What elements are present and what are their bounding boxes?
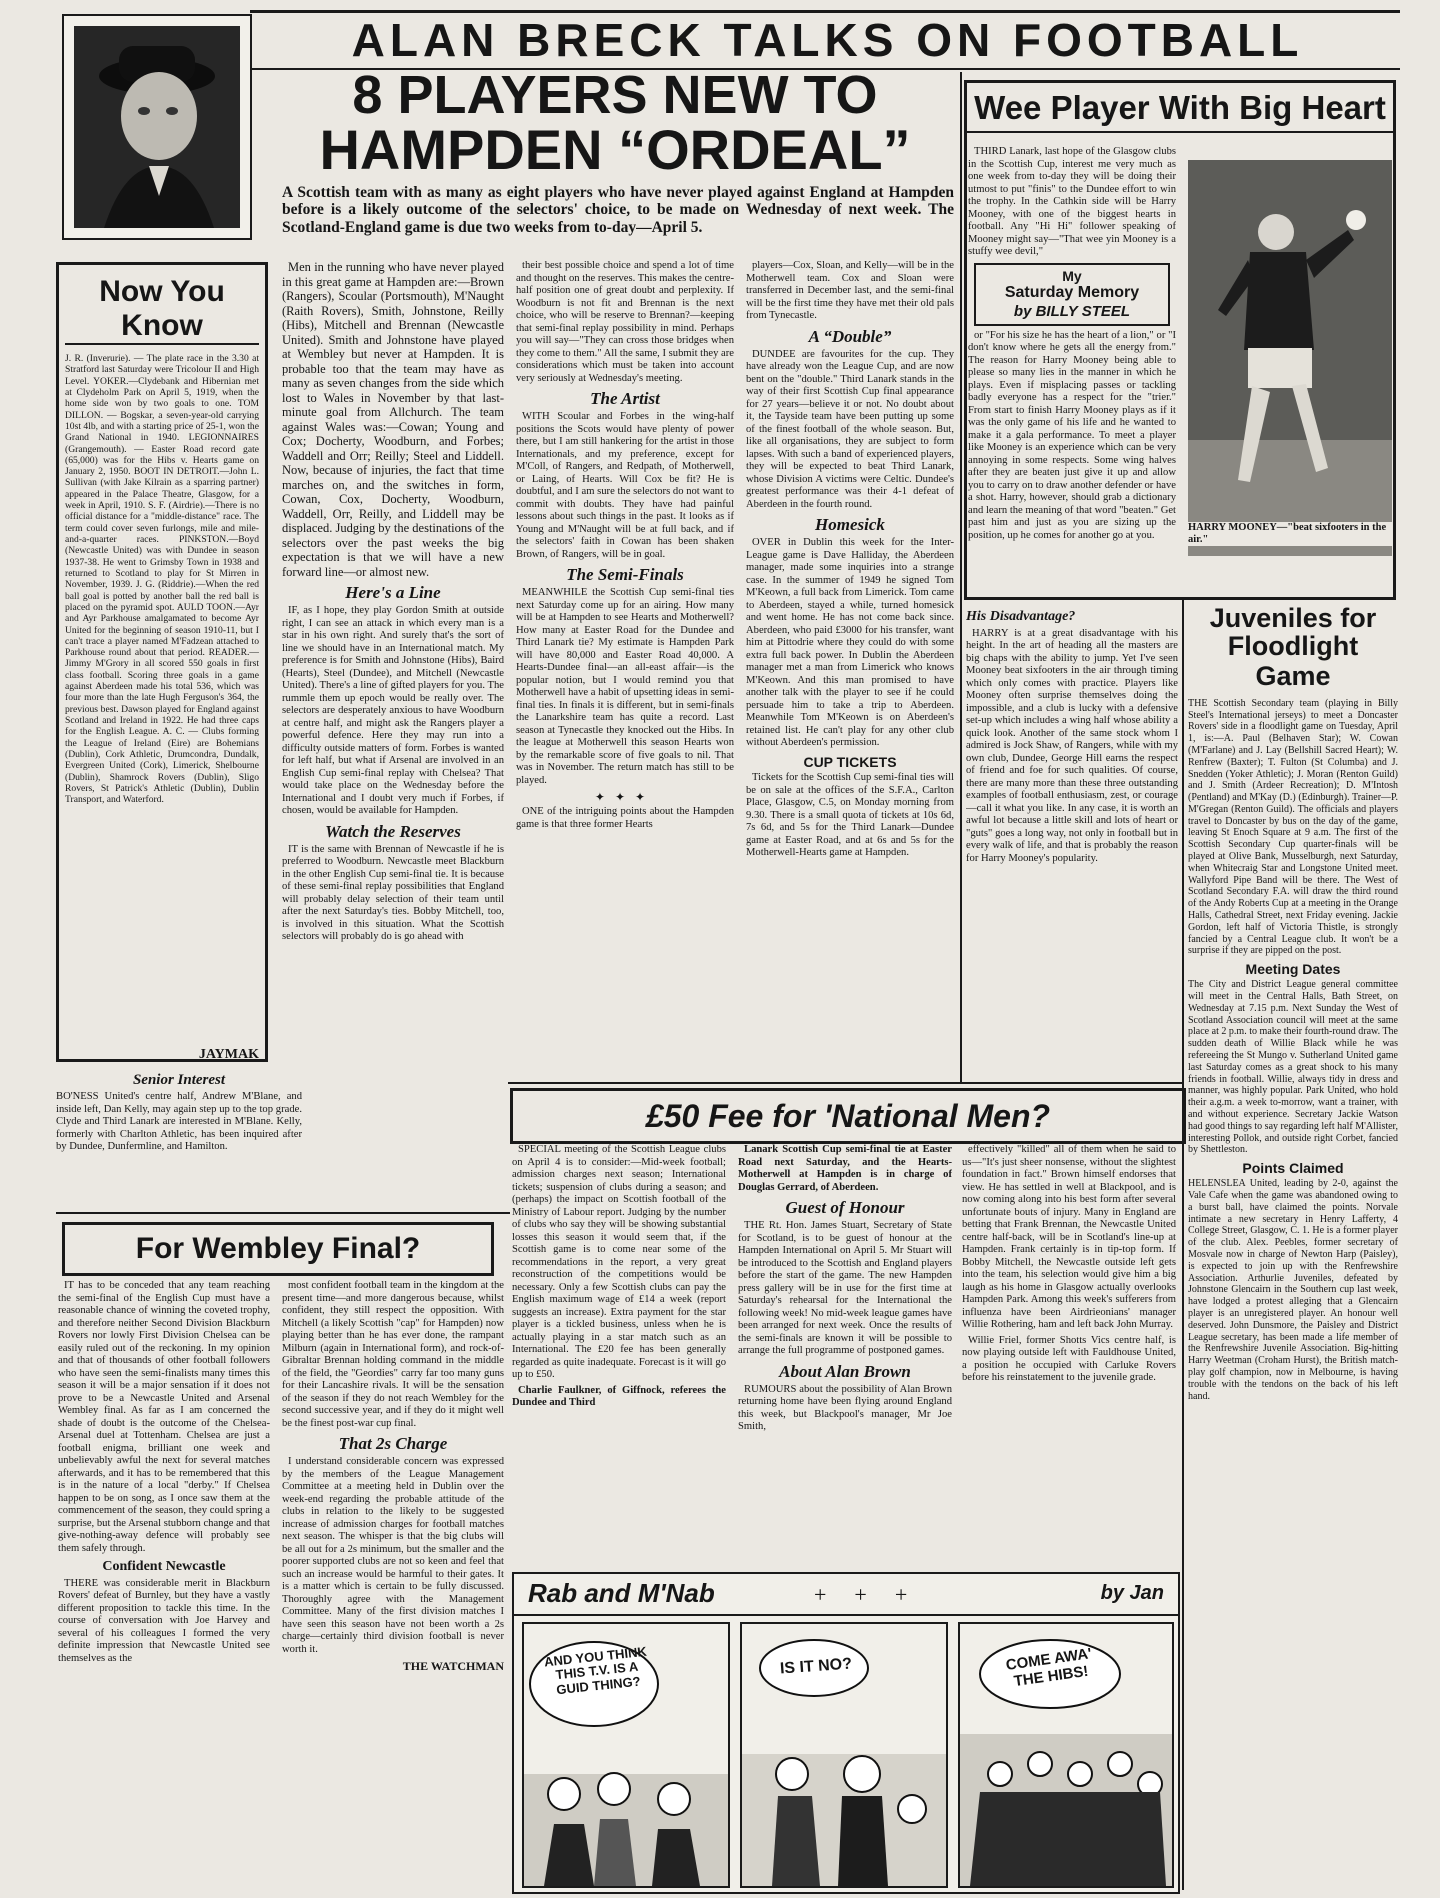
senior-interest-section <box>56 1068 302 1208</box>
now-you-know-title: Now You Know <box>65 275 259 345</box>
wembley-title: For Wembley Final? <box>135 1232 421 1265</box>
juveniles-title-2: Floodlight Game <box>1227 631 1359 692</box>
fee-title: £50 Fee for 'National Men? <box>645 1098 1051 1134</box>
wee-player-text: THIRD Lanark, last hope of the Glasgow clubs in the Scottish Cup, interest me very much as one week from to-day they will be doing their utmost to put "finis" to the Dundee effort to win the trophy. In the Cathkin side will be Harry Mooney, with one of the biggest hearts in football. Any "Hi Hi" follower speaking of Mooney might say—"That wee yin Mooney is a stuffy wee devil," <box>968 146 1176 257</box>
subhead-points-claimed: Points Claimed <box>1242 1160 1344 1177</box>
wembley-text-2: THERE was considerable merit in Blackburn Rovers' defeat of Burnley, but they have a vastly different proposition to tackle this time. In the course of conversation with Joe Harvey and several of his colleagues I formed the very definite impression that Newcastle United see themselves as the <box>58 1577 270 1664</box>
now-you-know-signature: JAYMAK <box>198 1047 259 1062</box>
memory-byline: by BILLY STEEL <box>1013 302 1131 320</box>
juveniles-title-1: Juveniles for <box>1209 604 1377 633</box>
fee-text-3b: Willie Friel, former Shotts Vics centre half, is now playing outside left with Fauldhouse United, a position he occupied with Carluke Rovers before his reinstatement to the juvenile grade. <box>962 1334 1176 1383</box>
comic-strip <box>512 1572 1180 1894</box>
main-col3-text: players—Cox, Sloan, and Kelly—will be in the Motherwell team. Cox and Sloan were transferred in December last, and the semi-final will be the first time they have met their old pals from Tynecastle. <box>746 260 954 321</box>
main-col3b-text: DUNDEE are favourites for the cup. They have already won the League Cup, and are now bent on the "double." Third Lanark stands in the way of their first Scottish Cup final appearance for 27 years—believe it or not. No doubt about it, the Tayside team have been putting up some of the finest football of the whole season. But, like all organisations, they are subject to form lapses. With such a band of experienced players, they will be expected to beat Third Lanark, whose Division A victims were Celtic. Dundee's greatest performance was their 4-1 defeat of Aberdeen in the fourth round. <box>746 348 954 510</box>
main-col3c-text: OVER in Dublin this week for the Inter-League game is Dave Halliday, the Aberdeen manager, made some inquiries into a strange case. In the summer of 1949 he signed Tom M'Keown, a full back from Limerick. Tom came to Aberdeen, stayed a while, turned homesick and went home. He has not come back since. Aberdeen, who paid £3000 for his transfer, want him at Pittodrie where they could do with some extra full back power. In Dublin the Aberdeen manager met a man from Limerick who knows M'Keown. And this man promised to have another talk with the player to see if he could persuade him to take a trip to Aberdeen. Meanwhile Tom M'Keown is on Aberdeen's retained list. He can't play for any other club without Aberdeen's permission. <box>746 537 954 749</box>
subhead-the-artist: The Artist <box>590 389 660 408</box>
main-col2-text: their best possible choice and spend a lot of time and thought on the reserves. This makes the centre-half position one of great doubt and perplexity. If Woodburn is not fit and Brennan is the next choice, who will be reserve to Brennan?—keeping that semi-final replay possibility in mind. Perhaps you will say—"They can cross those bridges when they come to them." All the same, I submit they are considerations which must be taken into account very seriously at Wednesday's meeting. <box>516 260 734 384</box>
fee-text-2: Lanark Scottish Cup semi-final tie at Easter Road next Saturday, and the Hearts-Motherwell at Hampden is in charge of Douglas Gerrard, of Aberdeen. <box>738 1144 952 1193</box>
comic-bubble-3: COME AWA' THE HIBS! <box>1004 1645 1093 1690</box>
fee-text-3: effectively "killed" all of them when he said to us—"It's just sheer nonsense, without the slightest foundation in fact." Brown himself endorses that view. He has settled in well at Blackpool, and is now coming along into his best form after several unfortunate bouts of injury. Many in England are betting that Frank Brennan, the Newcastle United centre half-back, will be in Scotland's line-up at Hampden. Frank certainly is in tip-top form. If Bobby Mitchell, the Newcastle outside left gets into the team, his selection would give him a big laugh as his home in Glasgow actually overlooks Hampden Park. Among this week's sufferers from influenza have been Airdrieonians' manager Willie Rothering, ham and left back John Murray. <box>962 1144 1176 1330</box>
fee-title-box <box>510 1088 1186 1144</box>
comic-title-bar <box>514 1574 1178 1616</box>
column-rule <box>960 72 962 1082</box>
section-rule <box>56 1212 510 1214</box>
wembley-text-3: most confident football team in the kingdom at the present time—and more dangerous because, whilst confident, they still respect the opposition. With Mitchell (a likely Scottish "cap" for Hampden) now playing better than he has ever done, the rampant Milburn (again in International form), and rock-of-Gibraltar Brennan holding command in the middle of the field, the "Geordies" carry far too many guns for their Lancashire rivals. It will be the sensation of the season if they do not reach Wembley for the second successive year, and if they do it might well be the finest post-war cup final. <box>282 1280 504 1429</box>
main-col3d-text: Tickets for the Scottish Cup semi-final ties will be on sale at the offices of the S.F.A., Carlton Place, Glasgow, C.5, on Monday morning from 9.30. There is a small quota of tickets at 10s 6d, 7s 6d, and 5s for the Third Lanark—Dundee game at Easter Road, and at 6s and 5s for the Motherwell-Hearts game at Hampden. <box>746 772 954 859</box>
fee-text: SPECIAL meeting of the Scottish League clubs on April 4 is to consider:—Mid-week football; admission charges next season; International tickets; suspension of clubs during a season; and (perhaps) the impact on Scottish football of the Ministry of Labour report. Judging by the number of clubs who say they will be showing substantial losses this season it would seem that, if the Scottish game is to come near some of the recommendations in the report, a very great reconstruction of the competitions would be necessary. Only a few Scottish clubs can pay the English maximum wage of £14 a week (report suggests an increase). Extra payment for the star player is a tickled business, unless when he is actually playing in a star match such as an International. The £20 fee has been generally regarded as quite inadequate. Forecast is it will go up to £50. <box>512 1144 726 1380</box>
comic-panel-2 <box>740 1622 948 1888</box>
subhead-double: A “Double” <box>808 326 892 346</box>
subhead-alan-brown: About Alan Brown <box>779 1361 911 1381</box>
subhead-semi-finals: The Semi-Finals <box>566 565 684 585</box>
subhead-homesick: Homesick <box>815 515 885 535</box>
comic-bubble-2: IS IT NO? <box>779 1655 853 1678</box>
comic-title: Rab and M'Nab <box>528 1578 715 1608</box>
main-column-2 <box>516 260 734 1078</box>
comic-byline: by Jan <box>1100 1582 1164 1604</box>
comic-panel-1 <box>522 1622 730 1888</box>
subhead-confident-newcastle: Confident Newcastle <box>102 1559 226 1574</box>
subhead-2s-charge: That 2s Charge <box>338 1434 448 1453</box>
senior-interest-title: Senior Interest <box>132 1072 226 1088</box>
wembley-signature: THE WATCHMAN <box>402 1659 504 1674</box>
column-rule <box>1182 600 1184 1890</box>
comic-bubble-1: AND YOU THINK THIS T.V. IS A GUID THING? <box>543 1643 648 1697</box>
star-divider: ✦✦✦ <box>594 790 656 805</box>
now-you-know-text: J. R. (Inverurie). — The plate race in the 3.30 at Stratford last Saturday were Tricolour II and High Level. YOKER.—Clydebank and Hibernian met at Clydeholm Park on April 5, 1919, when the home side won by two goals to one. TOM DILLON. — Bogskar, a seven-year-old carrying 10st 4lb, and with a starting price of 25-1, won the Grand National in 1940. LEGIONNAIRES (Grangemouth). — Easter Road record gate (65,000) was for the Hibs v. Hearts game on January 2, 1950. BOOT IN DETROIT.—John L. Sullivan (with Jake Kilrain as a sparring partner) appeared in the Palace Theatre, Glasgow, for a week in April, 1910. S. F. (Airdrie).—There is no official distance for a "middle-distance" race. The term could cover seven furlongs, mile and mile-and-a-quarter races. PINKSTON.—Boyd (Newcastle United) was with Dundee in season 1937-38. He went to Grimsby Town in 1938 and returned to Scotland to play for St Mirren in November, 1939. J. G. (Riddrie).—When the red ball goal is potted by another ball the red ball is placed on the pyramid spot. AULD TOON.—Ayr and Ayr Parkhouse amalgamated to become Ayr United for the beginning of season 1910-11, but I can't trace a player named M'Fadzean attached to Parkhouse round about that period. READER.—Jimmy M'Grory in all scored 550 goals in first class football. Scoring three goals in a game against Aberdeen made his total 536, which was four more than the late Hugh Ferguson's 364, the previous best. Dawson played for England against Scotland and Ireland in 1922. He had three caps for the English League. A. C. — Clubs forming the League of Ireland (Eire) are Bohemians (Dublin), Cork Athletic, Drumcondra, Dundalk, Evergreen United (Cork), Limerick, Shelbourne (Dublin), Shamrock Rovers (Dublin), Sligo Rovers, St Patrick's Athletic (Dublin), Dublin Transport, and Waterford. <box>65 353 259 806</box>
wee-player-text-column <box>968 146 1176 566</box>
wee-player-title: Wee Player With Big Heart <box>967 89 1393 133</box>
section-rule <box>508 1082 1182 1084</box>
fee-column-3 <box>962 1144 1176 1564</box>
subhead-heres-a-line: Here's a Line <box>345 583 441 602</box>
author-photo-frame <box>62 14 252 240</box>
juveniles-section <box>1188 604 1398 1892</box>
wembley-column-1 <box>58 1280 270 1890</box>
mooney-photo-frame <box>1188 160 1392 556</box>
subhead-watch-reserves: Watch the Reserves <box>325 821 461 841</box>
juveniles-text-2: The City and District League general committee will meet in the Central Halls, Bath Street, on Wednesday at 7.15 p.m. Next Sunday the West of Scotland Association council will meet at the same place at 2 p.m. to make their fourth-round draw. The sudden death of Willie Black while he was refereeing the St Mungo v. Sutherland United game last Saturday comes as a great shock to his many friends in football. Willie, always tidy in dress and manner, was highly popular. Park United, who hold their a.g.m. a week to-morrow, want a trainer, with and without experience. Secretary Jackie Watson had good things to say regarding left half M'Allister, interesting Pollok, and outside right Corbet, fancied by Shettleston. <box>1188 979 1398 1156</box>
main-col1b-text: IF, as I hope, they play Gordon Smith at outside right, I can see an attack in which every man is a star in his own right. And surely that's the sort of line we should have in an International match. My preference is for Smith and Johnstone (Hibs), Baird (Hearts), Steel (Dundee), and Mitchell (Newcastle United). There's a line of gifted players for you. The rummle them up epoch would be really over. The selectors are desperately anxious to have Woodburn at centre half, and might ask the Rangers player a powerful defence. Here they may run into a difficulty outside matters of form. Forbes is wanted for left half, but what if Arsenal are involved in an English Cup semi-final replay with Chelsea? That would take place on the Wednesday before the International and I doubt very much if Forbes, if chosen, would be available for Hampden. <box>282 605 504 817</box>
wee-player-continued <box>966 605 1178 1085</box>
main-col1-text: Men in the running who have never played in this great game at Hampden are:—Brown (Rangers), Scoular (Portsmouth), M'Naught (Raith Rovers), Smith, Johnstone, Reilly (Hibs), Mitchell and Brennan (Newcastle United). Smith and Johnstone have played at Wembley but never at Hampden. It is probable too that the team may have as many as seven changes from the side which lost to Wales in November by that last-minute goal from Allchurch. The team against Wales was:—Cowan; Young and Cox; Docherty, Woodburn, and Forbes; Waddell and Orr; Reilly; Steel and Liddell. Now, because of injuries, the fact that time marches on, and the switches in form, Cowan, Cox, Docherty, Woodburn, Waddell, Orr, Reilly, and Liddell may be displaced. Judging by the destinations of the selectors over the past weeks the big expectation is that we will have a new forward line—or almost new. <box>282 260 504 579</box>
comic-stars: +++ <box>814 1582 936 1607</box>
masthead: ALAN BRECK TALKS ON FOOTBALL <box>351 14 1304 66</box>
comic-panel-3 <box>958 1622 1174 1888</box>
wembley-title-box <box>62 1222 494 1276</box>
main-lead: A Scottish team with as many as eight players who have never played against England at Hampden before is a likely outcome of the selectors' choice, to be made on Wednesday of next week. The Scotland-England game is due two weeks from to-day—April 5. <box>282 184 954 236</box>
main-col1c-text: IT is the same with Brennan of Newcastle if he is preferred to Woodburn. Newcastle meet Blackburn in the other English Cup semi-final tie. It is because of these semi-final replay possibilities that England will probably delay selection of their team until after the next Saturday's ties. Bobby Mitchell, too, is involved in this situation. What the Scottish selectors will probably do is go ahead with <box>282 843 504 943</box>
main-col2b-text: WITH Scoular and Forbes in the wing-half positions the Scots would have plenty of power there, but I am still hankering for the artist in those Internationals, and my preference, except for M'Coll, of Rangers, and Redpath, of Motherwell, or Laing, of Hearts. Will Cox be fit? He is doubtful, and I am sure the selectors do not want to commit with doubts. They have had painful lessons about such things in the past. It looks as if Young and M'Naught will be at full back, and if the selectors' faith in Cowan has been shaken Brown, of Rangers, will be in goal. <box>516 411 734 560</box>
fee-text-2c: RUMOURS about the possibility of Alan Brown returning home have been flying around England this week, but Blackpool's manager, Mr Joe Smith, <box>738 1383 952 1433</box>
juveniles-text: THE Scottish Secondary team (playing in Billy Steel's International jerseys) to meet a Doncaster Rovers' side in a floodlight game on Tuesday, April 1, is:—A. Paul (Belhaven Star); W. Cowan (M'Farlane) and J. Lay (Bellshill Sacred Heart); W. Renfrew (Baxter); T. Fulton (St Columba) and J. Snedden (Yoker Athletic); J. Moran (Renton Guild) and J. Smith (Ardeer Recreation); D. M'Intosh (Pentland) and M'Kay (D.) (Edinburgh). Trainer—P. M'Gregan (Renton Guild). The officials and players travel to Doncaster by bus on the day of the game, leaving St Enoch Square at 9 a.m. The first of the Scottish Secondary Cup quarter-finals will be played at Olive Bank, Musselburgh, next Saturday, when Whitecraig Star and Longstone United meet. Wallyford Pipe Band will be there. The West of Scotland Secondary F.A. will draw the third round of the Andy Roberts Cup at a meeting in the Orange Halls, Cathedral Street, next Friday evening. Jackie Gordon, left half of Victoria Thistle, is strongly fancied by a Central League club. It won't be a surprise if they are pipped on the post. <box>1188 697 1398 957</box>
wee-player-text-2: or "For his size he has the heart of a lion," or "I don't know where he gets all the energy from." The reason for Harry Mooney being able to please so many lies in the manner in which he plays. Even if misplacing passes or tackling badly everyone has a respect for the "trier." From start to finish Harry Mooney plays as if it was the only game of his life and he wanted to make it a gala performance. To meet a player like Mooney is an experience which can be very annoying in some respects. Some wing halves after they are beaten just give it up and allow you to carry on to draw another defender or have a shot. Harry, however, should grab a dictionary and learn the meaning of that word "beaten." Get past him and just as you are sizing up the position, up he comes for another go at you. <box>968 329 1176 541</box>
subhead-meeting-dates: Meeting Dates <box>1245 961 1341 978</box>
mooney-photo <box>1188 160 1392 556</box>
subhead-cup-tickets: CUP TICKETS <box>803 753 897 770</box>
main-col2d-text: ONE of the intriguing points about the Hampden game is that three former Hearts <box>516 806 734 830</box>
memory-line-my: My <box>1062 267 1082 284</box>
author-portrait <box>64 16 250 238</box>
fee-text-2b: THE Rt. Hon. James Stuart, Secretary of State for Scotland, is to be guest of honour at the Hampden International on April 5. Mr Stuart will be introduced to the Scottish and England players before the start of the game. The new Hampden press gallery will be in use for the first time at Saturday's rehearsal for the International the following week! No mid-week league games have been arranged for next week. Once the results of the semi-finals are known it will be possible to arrange the full programme of postponed games. <box>738 1220 952 1357</box>
subhead-disadvantage: His Disadvantage? <box>966 609 1076 624</box>
main-headline-line-2: HAMPDEN “ORDEAL” <box>319 118 911 181</box>
senior-interest-text: BO'NESS United's centre half, Andrew M'Blane, and inside left, Dan Kelly, may again step up to the top grade. Clyde and Third Lanark are interested in M'Blane. Kelly, formerly with Charlton Athletic, has been inquired after by Dundee, Dunfermline, and Hamilton. <box>56 1091 302 1152</box>
wembley-text-4: I understand considerable concern was expressed by the members of the League Management Committee at a meeting held in Dublin over the week-end regarding the probable attitude of the clubs in relation to the likely to be suggested increase of admission charges for football matches next season. The whisper is that the big clubs will be all out for a 2s minimum, but the smaller and the poorer supported clubs are not so keen and feel that such an increase would be harmful to their gates. It is a matter which is certain to be fully discussed. Thoroughly agree with the Management Committee. Many of the first division matches I have seen this season have not been worth a 2s charge—certainly third division football is never worth it. <box>282 1456 504 1655</box>
wembley-column-2 <box>282 1280 504 1890</box>
fee-column-1 <box>512 1144 726 1564</box>
main-col2c-text: MEANWHILE the Scottish Cup semi-final ties next Saturday come up for an airing. How many will be at Hampden to see Hearts and Motherwell? How many at Easter Road for the Dundee and Third Lanark tie? My estimate is Hampden Park will have 80,000 and Easter Road 40,000. A Hearts-Dundee final—an all-east affair—is the popular notion, but I would remind you that Motherwell have a habit of upsetting ideas in semi-final ties. In finals it is different, but in semi-finals the Lanarkshire team has quite a record. Last season at Tynecastle they knocked out the Hibs. In the league at Motherwell this season Hearts won by the remarkable score of five goals to nil. That was in November. The return match has still to be played. <box>516 587 734 786</box>
juveniles-text-3: HELENSLEA United, leading by 2-0, against the Vale Cafe when the game was abandoned owing to a burst ball, have claimed the points. Norvale intimate a new secretary in Henry Lafferty, 4 College Street, Glasgow, C. 1. He is a former player of the club. Alex. Peebles, former secretary of Mosvale now in charge of Newton Harp (Paisley), is expected to join up with the Renfrewshire Association. Arthurlie Juveniles, defeated by Johnstone Glencairn in the Southern cup last week, have lodged a protest alleging that a Glencairn player is an unregistered player. An honour well deserved. John Dunsmore, the Paisley and District League secretary, has been made a life member of the Renfrewshire Juvenile Association. Big-hitting Harry Weetman (Croham Hurst), the British match-play golf champion, now in Melbourne, is having trouble with the tendons on the back of his left hand. <box>1188 1178 1398 1402</box>
subhead-guest-of-honour: Guest of Honour <box>785 1198 905 1217</box>
fee-column-2 <box>738 1144 952 1564</box>
wee-player-text-3: HARRY is at a great disadvantage with his height. In the art of heading all the masters are big chaps with the ability to jump. Yet I've seen Mooney beat sixfooters in the air through timing which only comes with practice. Players like Mooney often surprise themselves doing the impossible, and a club is lucky with a defensive set-up which includes a wing half whose ability a quick look. Another of the same stock whom I admired is Jock Shaw, of Rangers, while with my own club, Dundee, George Hill earns the respect of friend and foe for such qualities. Of course, there are many more than these three outstanding examples of football enthusiasm, zest, or courage—call it what you like. In any case, it is worth an awful lot because a little skill and lots of heart or "guts" goes a long way, not only in football but in every walk of life, and that is probably the reason for Harry Mooney's popularity. <box>966 627 1178 864</box>
saturday-memory-box <box>974 263 1170 326</box>
wembley-text: IT has to be conceded that any team reaching the semi-final of the English Cup must have a reasonable chance of winning the coveted trophy, and therefore neither Second Division Blackburn Rovers nor lowly First Division Chelsea can be easily ruled out of the reckoning. In my opinion and that of thousands of other football followers who have seen the semi-finalists many times this season it will be a major sensation if it does not prove to be a Newcastle United and Arsenal Wembley final. As far as I am concerned the shade of doubt is the outcome of the Chelsea-Arsenal duel at Tottenham. Chelsea are just a football enigma, brilliant one week and unbelievably awful the next for several matches afterwards, and it has to be remembered that this is in the nature of a local "derby." If Chelsea happen to be on song, as I once saw them at the commencement of the season, they could spring a surprise, but the Arsenal stubborn change and that give-nothing-away defence will probably see them safely through. <box>58 1280 270 1554</box>
memory-line-saturday: Saturday Memory <box>1004 284 1140 302</box>
mooney-caption: HARRY MOONEY—"beat sixfooters in the air." <box>1188 522 1392 546</box>
now-you-know-box <box>56 262 268 1062</box>
fee-text-sig: Charlie Faulkner, of Giffnock, referees the Dundee and Third <box>512 1384 726 1408</box>
main-column-1 <box>282 260 504 1190</box>
main-headline-line-1: 8 PLAYERS NEW TO <box>352 65 878 125</box>
main-column-3 <box>746 260 954 1078</box>
